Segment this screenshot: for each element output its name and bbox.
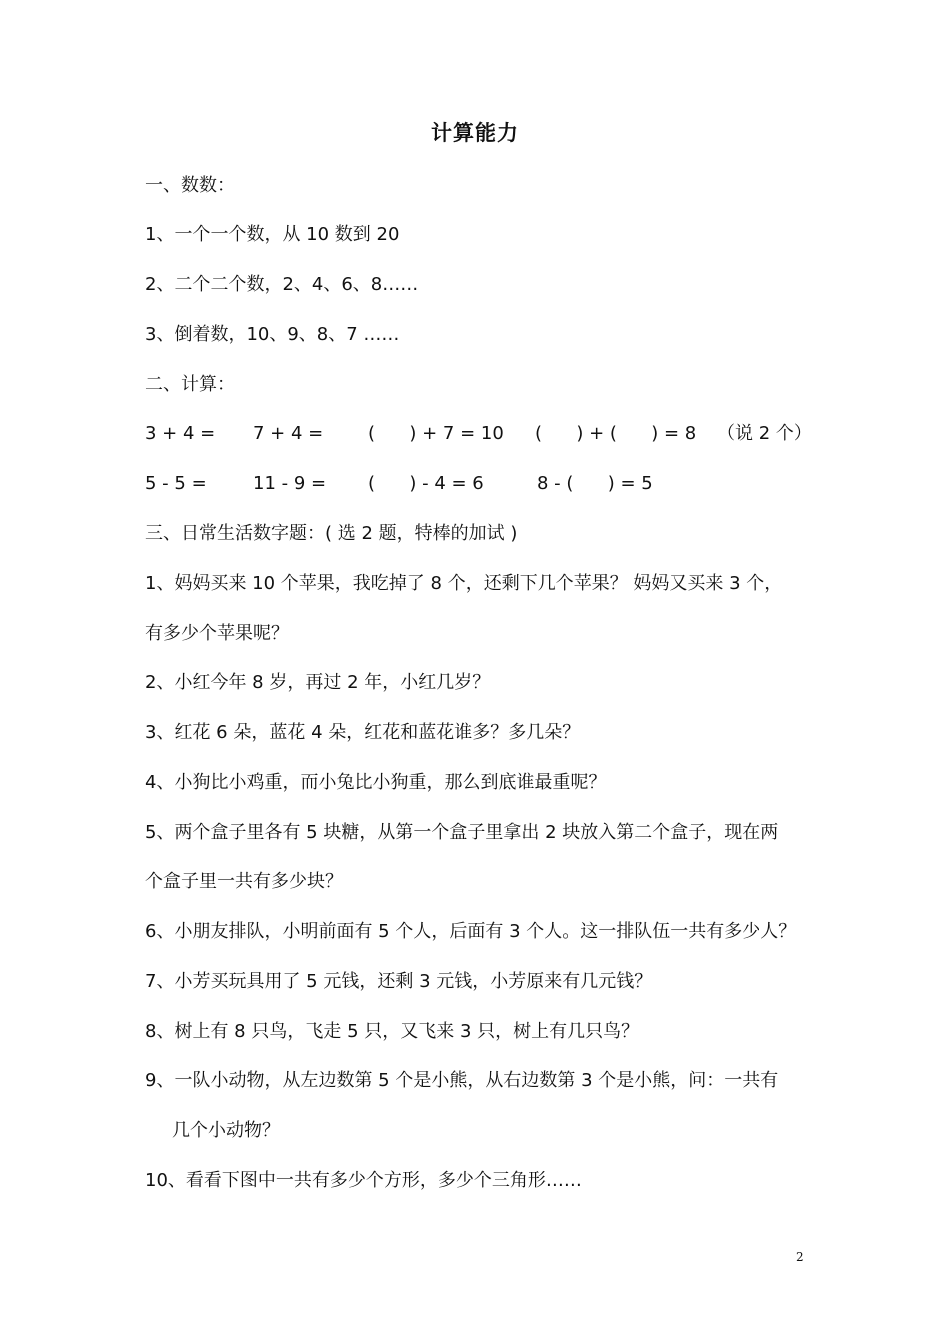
section-heading-calculation: 二、计算： (145, 374, 235, 395)
calc-expression: ( ) - 4 = 6 (368, 473, 484, 494)
question-9-line-2: 几个小动物？ (172, 1120, 280, 1141)
question-2: 2、小红今年 8 岁，再过 2 年，小红几岁？ (145, 672, 491, 693)
page-title: 计算能力 (431, 121, 519, 145)
calc-expression: ( ) + 7 = 10 (368, 423, 504, 444)
calc-row-2 (145, 471, 825, 497)
question-7: 7、小芳买玩具用了 5 元钱，还剩 3 元钱，小芳原来有几元钱？ (145, 971, 653, 992)
question-5-line-1: 5、两个盒子里各有 5 块糖，从第一个盒子里拿出 2 块放入第二个盒子，现在两 (145, 822, 779, 843)
question-8: 8、树上有 8 只鸟，飞走 5 只，又飞来 3 只，树上有几只鸟？ (145, 1021, 640, 1042)
calc-expression: ( ) + ( ) = 8 (535, 423, 697, 444)
calc-expression: 8 - ( ) = 5 (537, 473, 653, 494)
page-number: 2 (796, 1250, 804, 1264)
calc-expression: 5 - 5 = (145, 473, 207, 494)
calc-expression: 7 + 4 = (253, 423, 324, 444)
question-3: 3、红花 6 朵，蓝花 4 朵，红花和蓝花谁多？多几朵？ (145, 722, 581, 743)
question-1-line-1: 1、妈妈买来 10 个苹果，我吃掉了 8 个，还剩下几个苹果？ 妈妈又买来 3 个， (145, 573, 783, 594)
calc-expression: 11 - 9 = (253, 473, 327, 494)
section-heading-word-problems: 三、日常生活数字题：( 选 2 题，特棒的加试 ) (145, 523, 518, 544)
question-4: 4、小狗比小鸡重，而小兔比小狗重，那么到底谁最重呢？ (145, 772, 607, 793)
counting-item-2: 2、二个二个数，2、4、6、8…… (145, 274, 419, 295)
question-6: 6、小朋友排队，小明前面有 5 个人，后面有 3 个人。这一排队伍一共有多少人？ (145, 921, 797, 942)
calc-note: （说 2 个） (717, 423, 812, 444)
question-5-line-2: 个盒子里一共有多少块？ (145, 871, 343, 892)
question-9-line-1: 9、一队小动物，从左边数第 5 个是小熊，从右边数第 3 个是小熊，问：一共有 (145, 1070, 779, 1091)
question-1-line-2: 有多少个苹果呢？ (145, 623, 289, 644)
counting-item-3: 3、倒着数，10、9、8、7 …… (145, 324, 400, 345)
question-10: 10、看看下图中一共有多少个方形，多少个三角形…… (145, 1170, 582, 1191)
section-heading-counting: 一、数数： (145, 175, 235, 196)
calc-expression: 3 + 4 = (145, 423, 216, 444)
calc-row-1 (145, 421, 825, 447)
counting-item-1: 1、一个一个数，从 10 数到 20 (145, 224, 400, 245)
